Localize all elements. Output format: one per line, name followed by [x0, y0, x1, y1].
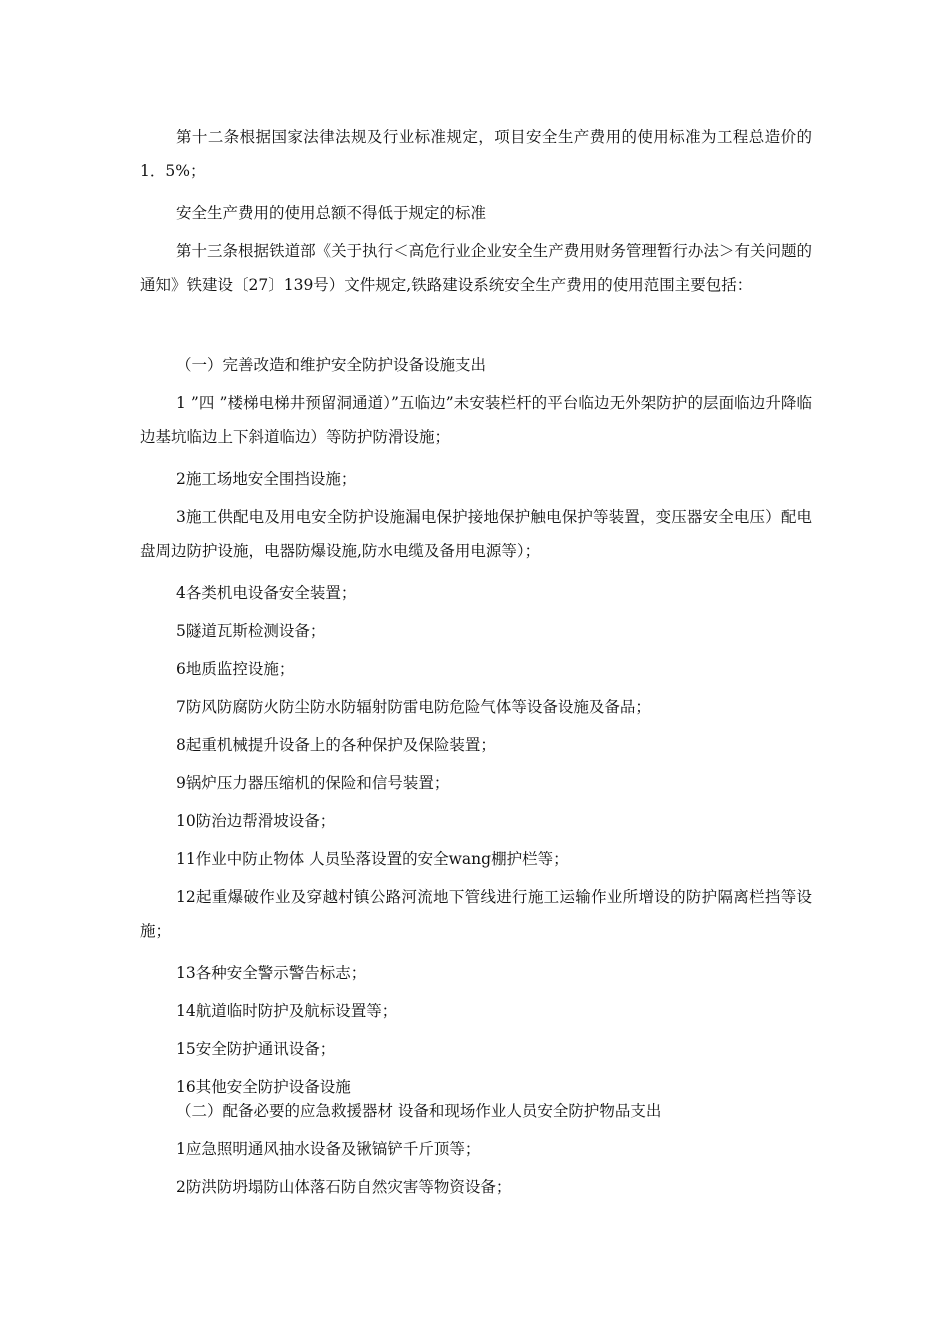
article-12-paragraph: 第十二条根据国家法律法规及行业标准规定，项目安全生产费用的使用标准为工程总造价的1．5%； — [140, 128, 812, 180]
list-item-9: 9锅炉压力器压缩机的保险和信号装置； — [176, 774, 450, 792]
list-item-16: 16其他安全防护设备设施 — [176, 1078, 351, 1096]
list-item-10: 10防治边帮滑坡设备； — [176, 812, 336, 830]
list-item-15: 15安全防护通讯设备； — [176, 1040, 336, 1058]
list-item-4: 4各类机电设备安全装置； — [176, 584, 357, 602]
list-item-2: 2施工场地安全围挡设施； — [176, 470, 357, 488]
section-2-heading: （二）配备必要的应急救援器材 设备和现场作业人员安全防护物品支出 — [176, 1102, 662, 1120]
list-item-3: 3施工供配电及用电安全防护设施漏电保护接地保护触电保护等装置，变压器安全电压）配电盘周边防护设施，电器防爆设施,防水电缆及备用电源等）； — [140, 508, 812, 560]
list-item-13: 13各种安全警示警告标志； — [176, 964, 367, 982]
section-1-heading: （一）完善改造和维护安全防护设备设施支出 — [176, 356, 487, 374]
list-item-14: 14航道临时防护及航标设置等； — [176, 1002, 398, 1020]
list-item-5: 5隧道瓦斯检测设备； — [176, 622, 326, 640]
list-item-7: 7防风防腐防火防尘防水防辐射防雷电防危险气体等设备设施及备品； — [176, 698, 651, 716]
list-item-6: 6地质监控设施； — [176, 660, 295, 678]
article-13-paragraph: 第十三条根据铁道部《关于执行＜高危行业企业安全生产费用财务管理暂行办法＞有关问题的通知》铁建设〔27〕139号）文件规定,铁路建设系统安全生产费用的使用范围主要包括： — [140, 242, 812, 294]
section-2-item-1: 1应急照明通风抽水设备及锹镐铲千斤顶等； — [176, 1140, 481, 1158]
section-2-item-2: 2防洪防坍塌防山体落石防自然灾害等物资设备； — [176, 1178, 512, 1196]
list-item-1: 1 ”四 ”楼梯电梯井预留洞通道）”五临边”未安装栏杆的平台临边无外架防护的层面临边升降临边基坑临边上下斜道临边）等防护防滑设施； — [140, 394, 812, 446]
list-item-8: 8起重机械提升设备上的各种保护及保险装置； — [176, 736, 496, 754]
list-item-11: 11作业中防止物体 人员坠落设置的安全wang棚护栏等； — [176, 850, 569, 868]
total-usage-paragraph: 安全生产费用的使用总额不得低于规定的标准 — [176, 204, 487, 222]
list-item-12: 12起重爆破作业及穿越村镇公路河流地下管线进行施工运输作业所增设的防护隔离栏挡等设施； — [140, 888, 812, 940]
